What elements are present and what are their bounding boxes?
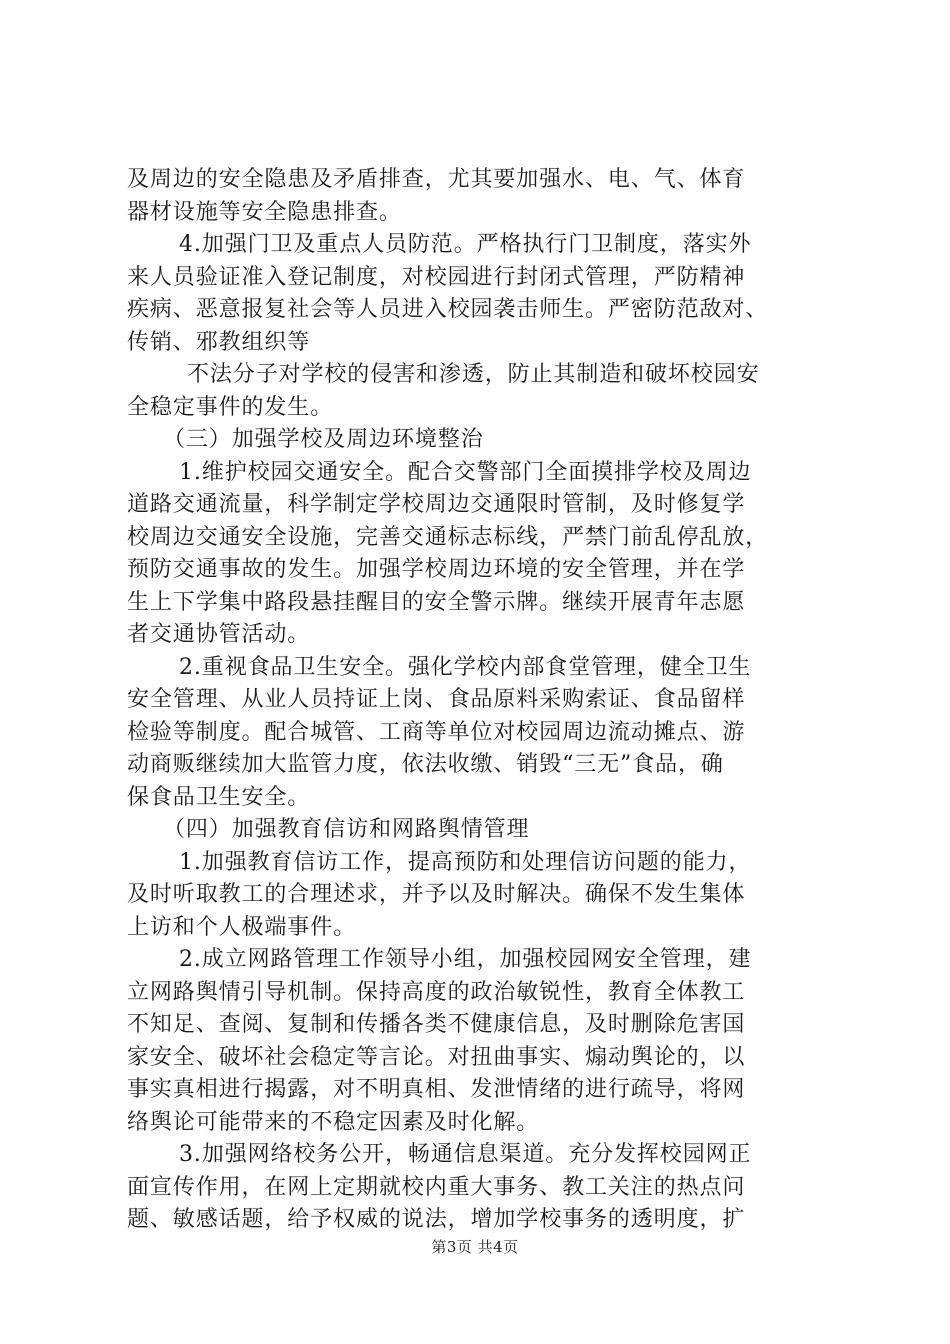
- text-line: 动商贩继续加大监管力度，依法收缴、销毁“三无”食品，确: [127, 752, 724, 777]
- text-line: 立网路舆情引导机制。保持高度的政治敏锐性，教育全体教工: [127, 979, 746, 1005]
- paragraph-start: 3.加强网络校务公开，畅通信息渠道。充分发挥校园网正: [179, 1142, 752, 1167]
- text-line: 安全管理、从业人员持证上岗、食品原料采购索证、食品留样: [127, 687, 746, 712]
- text-line: 者交通协管活动。: [127, 622, 311, 647]
- page-number-footer: 第3页 共4页: [431, 1238, 519, 1256]
- paragraph-start: 1.维护校园交通安全。配合交警部门全面摸排学校及周边: [179, 459, 752, 485]
- text-line: 不知足、查阅、复制和传播各类不健康信息，及时删除危害国: [127, 1012, 746, 1037]
- text-line: 事实真相进行揭露，对不明真相、发泄情绪的进行疏导，将网: [127, 1077, 746, 1102]
- text-line: 来人员验证准入登记制度，对校园进行封闭式管理，严防精神: [127, 264, 746, 290]
- text-line: 道路交通流量，科学制定学校周边交通限时管制，及时修复学: [127, 492, 746, 517]
- text-line: 题、敏感话题，给予权威的说法，增加学校事务的透明度，扩: [127, 1207, 746, 1232]
- text-line: 上访和个人极端事件。: [127, 914, 357, 940]
- text-line: 络舆论可能带来的不稳定因素及时化解。: [127, 1109, 540, 1135]
- text-line: 家安全、破坏社会稳定等言论。对扭曲事实、煽动舆论的，以: [127, 1044, 746, 1070]
- section-heading: （三）加强学校及周边环境整治: [163, 427, 484, 452]
- text-line: 全稳定事件的发生。: [127, 394, 334, 420]
- text-line: 保食品卫生安全。: [127, 784, 311, 810]
- section-heading: （四）加强教育信访和网路舆情管理: [163, 817, 530, 842]
- text-line: 校周边交通安全设施，完善交通标志标线，严禁门前乱停乱放，: [127, 524, 769, 550]
- text-line: 器材设施等安全隐患排查。: [127, 199, 402, 225]
- text-line: 检验等制度。配合城管、工商等单位对校园周边流动摊点、游: [127, 719, 746, 745]
- text-line: 疾病、恶意报复社会等人员进入校园袭击师生。严密防范敌对、: [127, 297, 769, 322]
- paragraph-start: 2.成立网路管理工作领导小组，加强校园网安全管理，建: [179, 947, 752, 972]
- document-body: [127, 164, 827, 1237]
- text-line: 及时听取教工的合理述求，并予以及时解决。确保不发生集体: [127, 882, 746, 907]
- paragraph-start: 4.加强门卫及重点人员防范。严格执行门卫制度，落实外: [179, 232, 752, 257]
- paragraph-start: 1.加强教育信访工作，提高预防和处理信访问题的能力，: [179, 849, 752, 875]
- text-line: 预防交通事故的发生。加强学校周边环境的安全管理，并在学: [127, 557, 746, 582]
- text-line: 生上下学集中路段悬挂醒目的安全警示牌。继续开展青年志愿: [127, 589, 746, 615]
- text-line: 传销、邪教组织等: [127, 329, 311, 355]
- paragraph-start: 2.重视食品卫生安全。强化学校内部食堂管理，健全卫生: [179, 654, 752, 680]
- text-line: 面宣传作用，在网上定期就校内重大事务、教工关注的热点问: [127, 1174, 746, 1200]
- paragraph-start: 不法分子对学校的侵害和渗透，防止其制造和破坏校园安: [187, 362, 760, 387]
- text-line: 及周边的安全隐患及矛盾排查，尤其要加强水、电、气、体育: [127, 167, 746, 192]
